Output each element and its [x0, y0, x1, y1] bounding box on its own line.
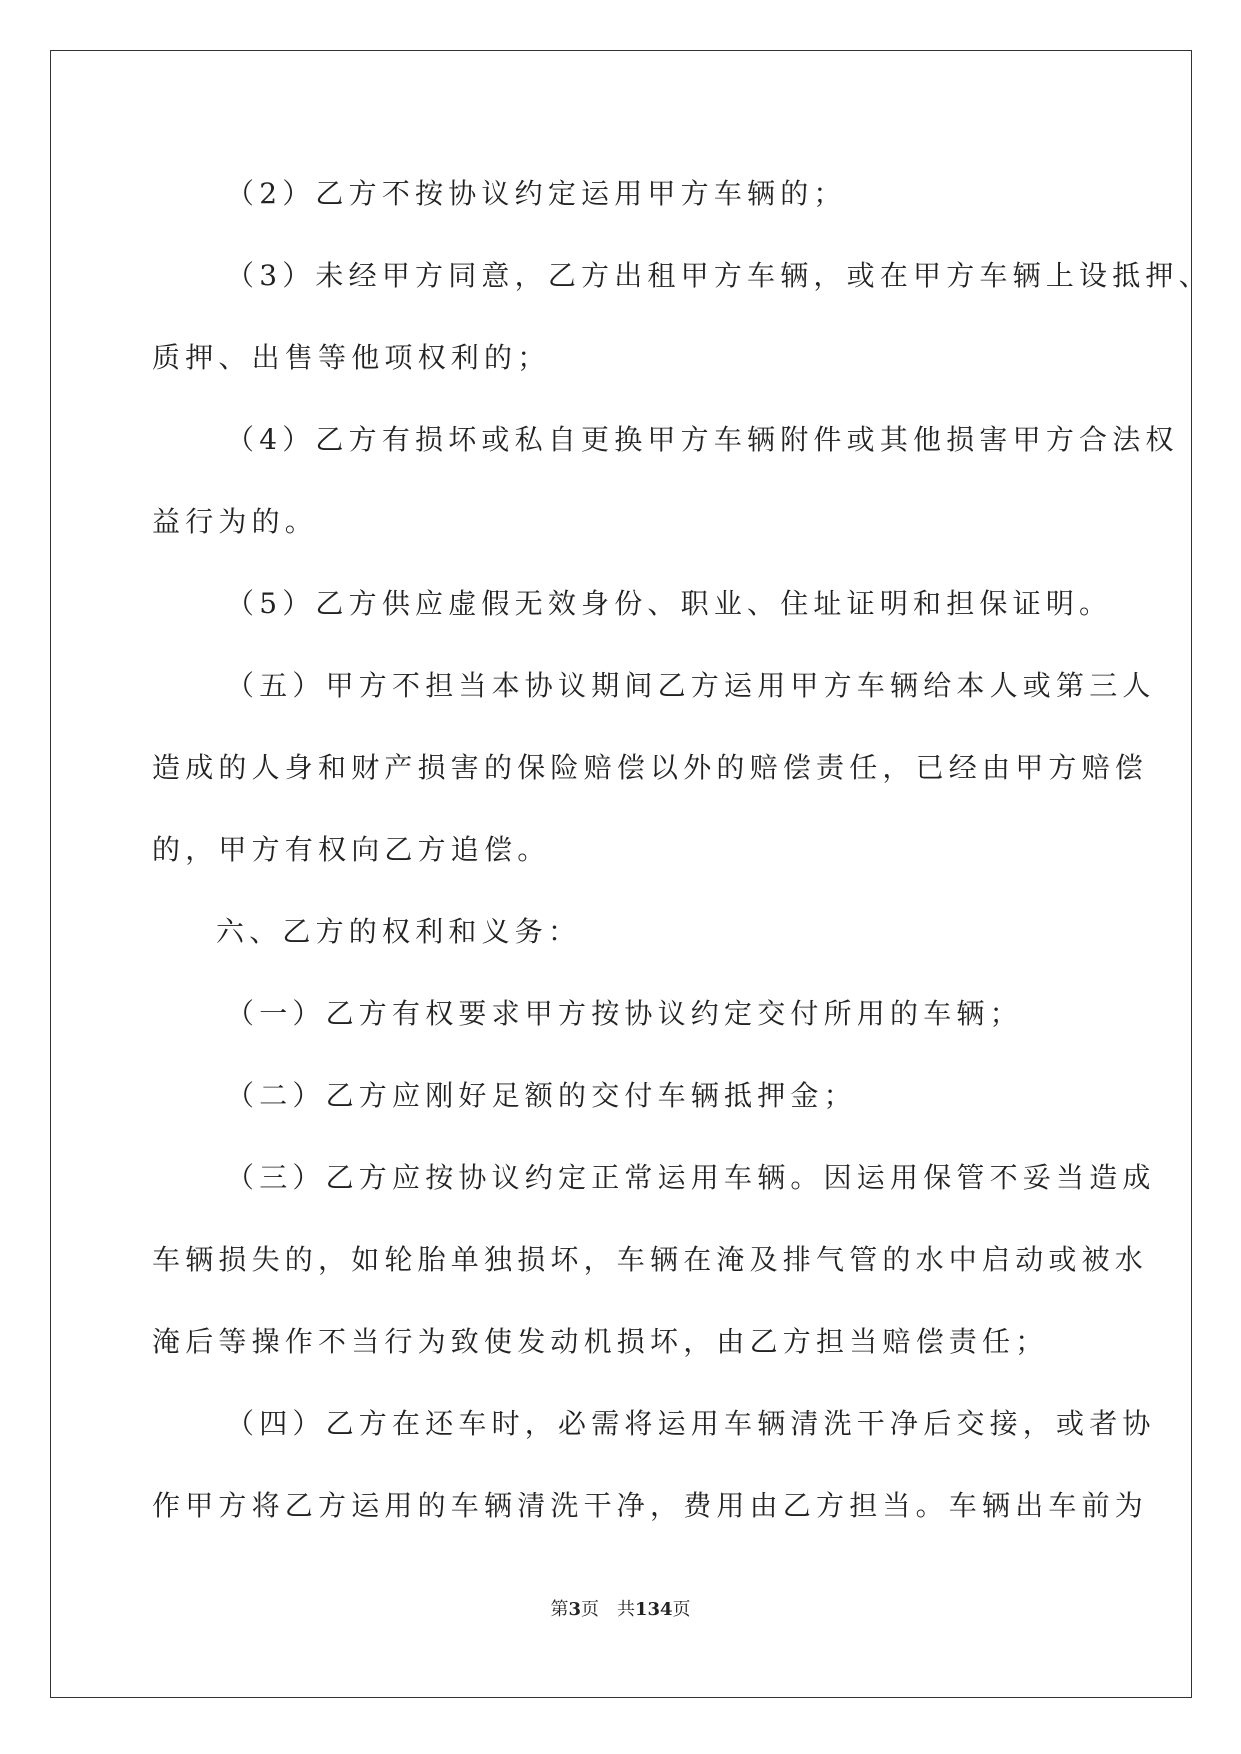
paragraph-line: （4）乙方有损坏或私自更换甲方车辆附件或其他损害甲方合法权 [226, 423, 1179, 456]
paragraph-line: （二）乙方应刚好足额的交付车辆抵押金； [226, 1079, 857, 1112]
section-heading: 六、乙方的权利和义务： [216, 915, 582, 948]
paragraph-line: （四）乙方在还车时，必需将运用车辆清洗干净后交接，或者协 [226, 1407, 1156, 1440]
paragraph-line: 的，甲方有权向乙方追偿。 [152, 833, 551, 866]
paragraph-line: （3）未经甲方同意，乙方出租甲方车辆，或在甲方车辆上设抵押、 [226, 259, 1212, 292]
page-border [50, 50, 1192, 1698]
footer-page-prefix: 第 [550, 1599, 569, 1620]
footer-page-suffix: 页 [672, 1599, 691, 1620]
paragraph-line: （2）乙方不按协议约定运用甲方车辆的； [226, 177, 847, 210]
page-footer [0, 1598, 1241, 1622]
paragraph-line: 车辆损失的，如轮胎单独损坏，车辆在淹及排气管的水中启动或被水 [152, 1243, 1149, 1276]
paragraph-line: （5）乙方供应虚假无效身份、职业、住址证明和担保证明。 [226, 587, 1113, 620]
paragraph-line: 淹后等操作不当行为致使发动机损坏，由乙方担当赔偿责任； [152, 1325, 1049, 1358]
footer-page-total: 134 [634, 1599, 673, 1620]
paragraph-line: （五）甲方不担当本协议期间乙方运用甲方车辆给本人或第三人 [226, 669, 1156, 702]
footer-page-mid: 页 共 [580, 1599, 635, 1620]
paragraph-line: 质押、出售等他项权利的； [152, 341, 551, 374]
paragraph-line: 作甲方将乙方运用的车辆清洗干净，费用由乙方担当。车辆出车前为 [152, 1489, 1149, 1522]
paragraph-line: （三）乙方应按协议约定正常运用车辆。因运用保管不妥当造成 [226, 1161, 1156, 1194]
paragraph-line: 造成的人身和财产损害的保险赔偿以外的赔偿责任，已经由甲方赔偿 [152, 751, 1149, 784]
paragraph-line: 益行为的。 [152, 505, 319, 538]
paragraph-line: （一）乙方有权要求甲方按协议约定交付所用的车辆； [226, 997, 1023, 1030]
footer-page-number: 3 [568, 1599, 581, 1620]
